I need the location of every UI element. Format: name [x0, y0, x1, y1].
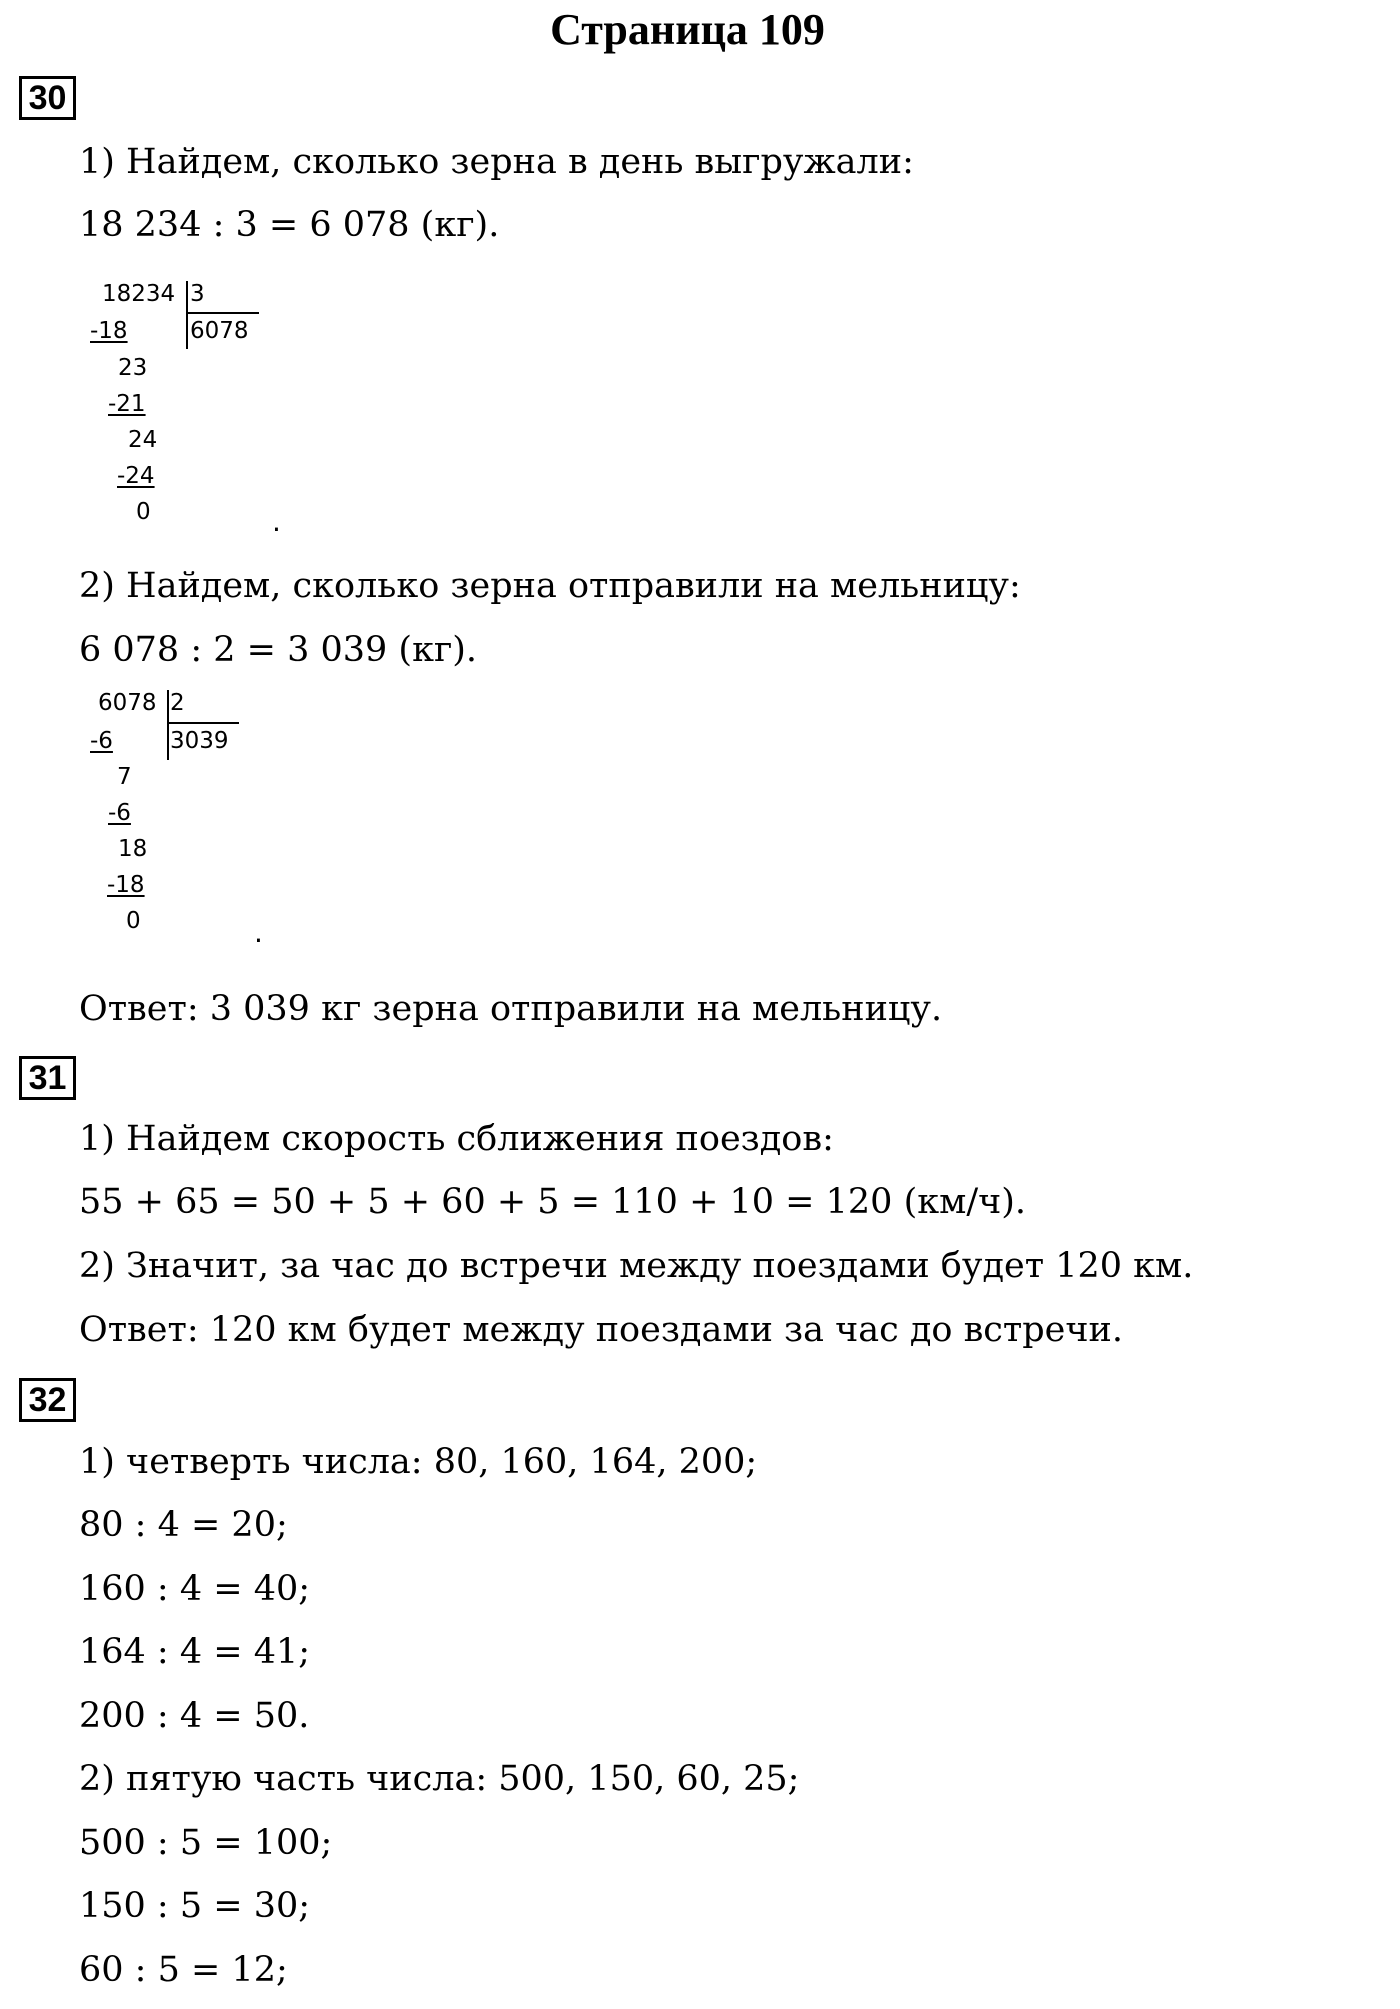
quotient: 3039 [170, 728, 229, 754]
division-step: 0 [136, 499, 151, 525]
task-30-line-4: 6 078 : 2 = 3 039 (кг). [79, 630, 478, 670]
task-32-line-8: 150 : 5 = 30; [79, 1886, 311, 1926]
division-step: -6 [108, 800, 131, 826]
division-step: 24 [128, 427, 158, 453]
division-vertical-line [186, 281, 188, 349]
division-horizontal-line [186, 312, 259, 314]
division-step: -6 [90, 728, 113, 754]
task-32-line-4: 164 : 4 = 41; [79, 1632, 311, 1672]
task-31-line-3: 2) Значит, за час до встречи между поездами будет 120 км. [79, 1246, 1194, 1286]
task-32-line-3: 160 : 4 = 40; [79, 1569, 311, 1609]
division-step: -21 [108, 391, 146, 417]
task-32-line-9: 60 : 5 = 12; [79, 1950, 288, 1990]
divisor: 3 [190, 281, 205, 307]
division-horizontal-line [167, 722, 239, 724]
task-32-line-5: 200 : 4 = 50. [79, 1696, 310, 1736]
division-step: -18 [107, 872, 145, 898]
task-32-line-7: 500 : 5 = 100; [79, 1823, 333, 1863]
task-number-30: 30 [19, 76, 76, 120]
division-step: -24 [117, 463, 155, 489]
task-30-answer: Ответ: 3 039 кг зерна отправили на мельницу. [79, 989, 943, 1029]
task-number-32: 32 [19, 1378, 76, 1422]
division-step: -18 [90, 318, 128, 344]
task-31-line-1: 1) Найдем скорость сближения поездов: [79, 1119, 834, 1159]
task-31-answer: Ответ: 120 км будет между поездами за час до встречи. [79, 1310, 1123, 1350]
division-end-dot: . [254, 916, 263, 949]
division-end-dot: . [272, 505, 281, 538]
page-title: Страница 109 [550, 5, 825, 54]
division-step: 7 [117, 764, 132, 790]
dividend: 18234 [102, 281, 176, 307]
quotient: 6078 [190, 318, 249, 344]
division-step: 18 [118, 836, 148, 862]
task-32-line-2: 80 : 4 = 20; [79, 1505, 288, 1545]
division-step: 23 [118, 355, 148, 381]
task-30-line-1: 1) Найдем, сколько зерна в день выгружали: [79, 142, 914, 182]
divisor: 2 [170, 690, 185, 716]
dividend: 6078 [98, 690, 157, 716]
task-32-line-1: 1) четверть числа: 80, 160, 164, 200; [79, 1442, 758, 1482]
division-vertical-line [167, 690, 169, 760]
task-30-line-2: 18 234 : 3 = 6 078 (кг). [79, 205, 500, 245]
task-number-31: 31 [19, 1056, 76, 1100]
task-32-line-6: 2) пятую часть числа: 500, 150, 60, 25; [79, 1759, 800, 1799]
task-30-line-3: 2) Найдем, сколько зерна отправили на мельницу: [79, 566, 1021, 606]
task-31-line-2: 55 + 65 = 50 + 5 + 60 + 5 = 110 + 10 = 120 (км/ч). [79, 1182, 1027, 1222]
division-step: 0 [126, 908, 141, 934]
